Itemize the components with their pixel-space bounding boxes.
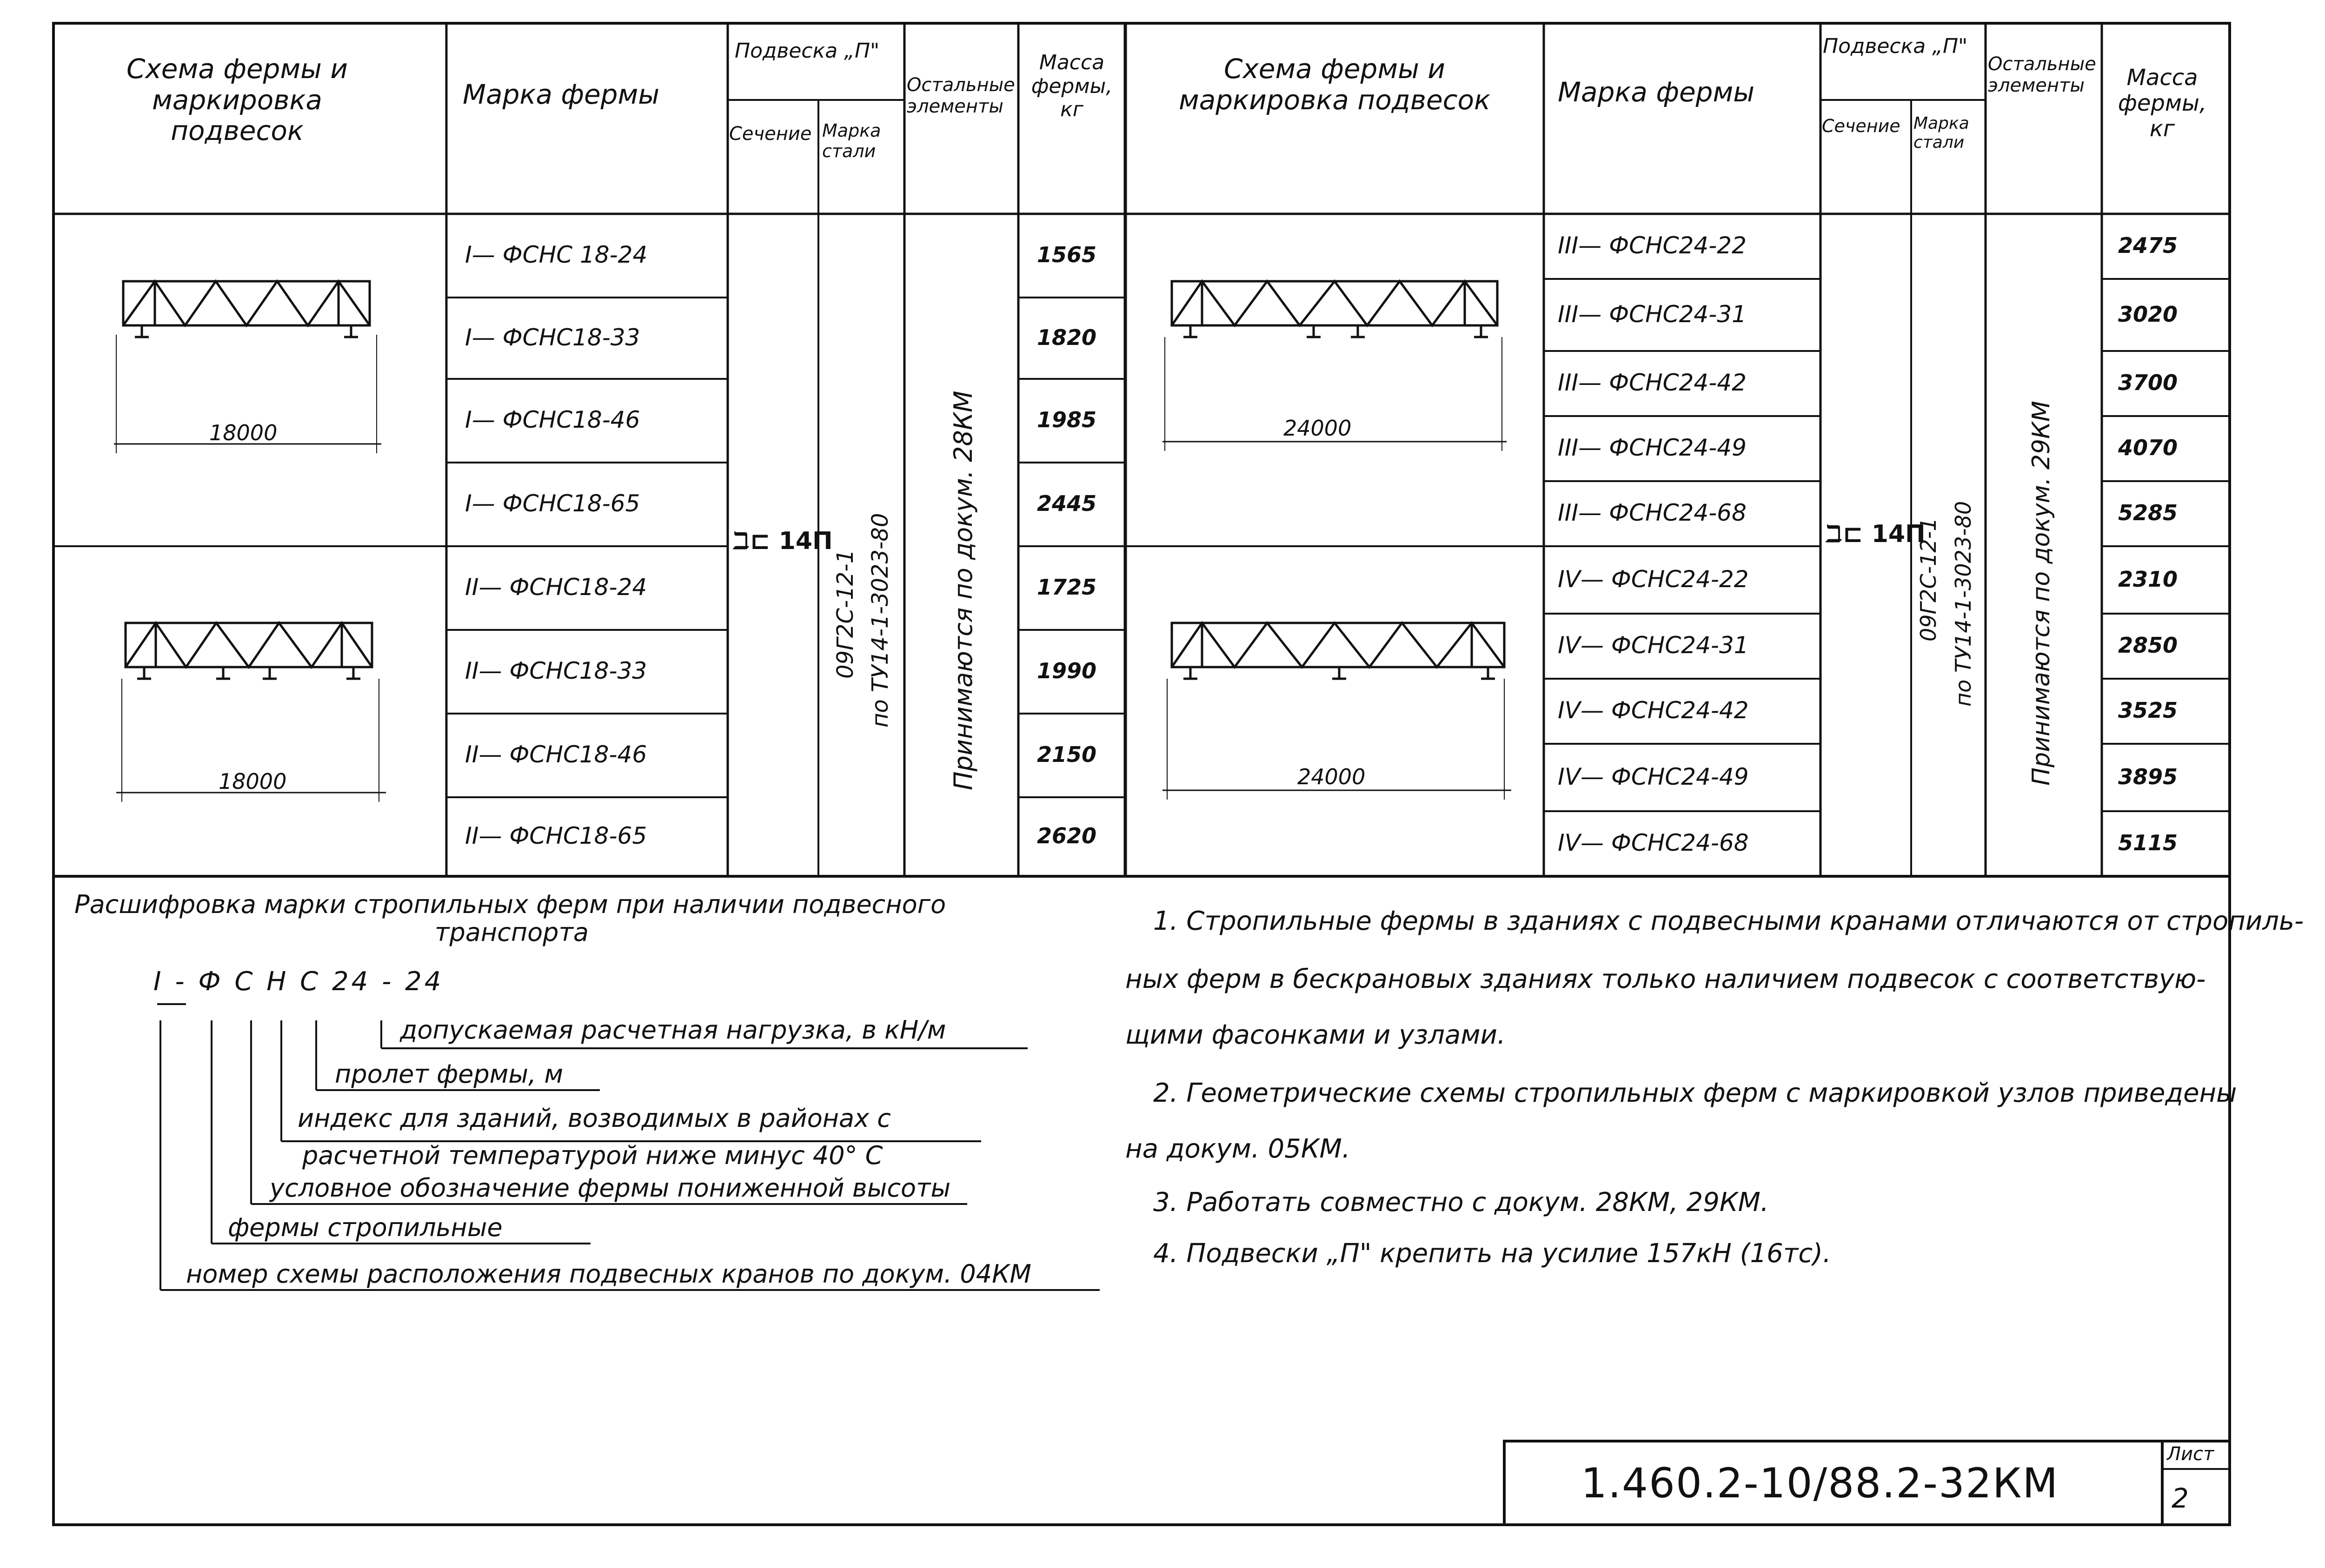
truss-mass: 1990 xyxy=(1037,658,1097,683)
note-2-line-1: 2. Геометрические схемы стропильных ферм с маркировкой узлов приведены xyxy=(1153,1078,2237,1108)
truss-mark: III— ФСНС24-42 xyxy=(1558,369,1747,396)
truss-mark: IV— ФСНС24-42 xyxy=(1558,697,1749,724)
legend-item-index: индекс для зданий, возводимых в районах с xyxy=(298,1104,891,1133)
header-section-right: Сечение xyxy=(1822,116,1900,136)
truss-mass: 5285 xyxy=(2118,500,2178,525)
truss-mark: IV— ФСНС24-31 xyxy=(1558,632,1749,659)
truss-mass: 1985 xyxy=(1037,407,1097,432)
legend-item-low-height: условное обозначение фермы пониженной высоты xyxy=(270,1173,951,1203)
steel-value-left-2: по ТУ14-1-3023-80 xyxy=(867,513,893,728)
other-value-right: Принимаются по докум. 29КМ xyxy=(2027,401,2055,786)
header-scheme-left: Схема фермы и маркировка подвесок xyxy=(126,53,348,147)
note-1-line-1: 1. Стропильные фермы в зданиях с подвесными кранами отличаются от стропиль- xyxy=(1153,906,2304,936)
truss-mark: III— ФСНС24-49 xyxy=(1558,434,1747,461)
legend-item-load: допускаемая расчетная нагрузка, в кН/м xyxy=(400,1015,946,1045)
truss-mark: III— ФСНС24-68 xyxy=(1558,499,1747,526)
legend-title-2: транспорта xyxy=(435,918,589,947)
steel-value-right-1: 09Г2С-12-1 xyxy=(1916,517,1941,642)
legend-item-span: пролет фермы, м xyxy=(335,1059,564,1089)
truss-mass: 1820 xyxy=(1037,324,1097,350)
note-3: 3. Работать совместно с докум. 28КМ, 29КМ. xyxy=(1153,1187,1769,1217)
truss-mark: I— ФСНС18-33 xyxy=(465,324,640,351)
truss-mark: III— ФСНС24-22 xyxy=(1558,232,1747,259)
note-1-line-2: ных ферм в бескрановых зданиях только наличием подвесок с соответствую- xyxy=(1125,964,2206,994)
truss-mark: IV— ФСНС24-68 xyxy=(1558,829,1749,856)
span-label-3: 24000 xyxy=(1283,416,1352,441)
header-scheme-right: Схема фермы и маркировка подвесок xyxy=(1178,53,1491,116)
truss-mass: 2445 xyxy=(1037,491,1097,516)
span-label-1: 18000 xyxy=(209,420,278,445)
legend-item-rafter: фермы стропильные xyxy=(228,1213,503,1242)
truss-mass: 5115 xyxy=(2118,830,2178,855)
truss-mark: IV— ФСНС24-49 xyxy=(1558,763,1749,790)
truss-mass: 4070 xyxy=(2118,435,2178,460)
header-suspension-right: Подвеска „П" xyxy=(1823,34,1968,58)
section-value-right: ℶ⊏ 14П xyxy=(1825,520,1926,548)
note-1-line-3: щими фасонками и узлами. xyxy=(1125,1020,1506,1050)
truss-mass: 1565 xyxy=(1037,242,1097,267)
truss-mass: 3020 xyxy=(2118,301,2178,327)
document-code: 1.460.2-10/88.2-32КМ xyxy=(1581,1459,2059,1507)
legend-item-temperature: расчетной температурой ниже минус 40° С xyxy=(302,1141,883,1170)
steel-value-right-2: по ТУ14-1-3023-80 xyxy=(1951,501,1976,707)
truss-mass: 2310 xyxy=(2118,566,2178,592)
truss-mark: II— ФСНС18-24 xyxy=(465,574,647,601)
section-value-left: ℶ⊏ 14П xyxy=(732,527,833,555)
sheet-label: Лист xyxy=(2167,1443,2214,1465)
truss-mass: 2850 xyxy=(2118,633,2178,658)
truss-mark: II— ФСНС18-33 xyxy=(465,657,647,684)
truss-mark: II— ФСНС18-46 xyxy=(465,741,647,768)
header-other-right: Остальные элементы xyxy=(1988,53,2096,96)
truss-mark: I— ФСНС18-65 xyxy=(465,490,640,517)
truss-mass: 3700 xyxy=(2118,370,2178,395)
header-mark-left: Марка фермы xyxy=(463,79,660,110)
note-4: 4. Подвески „П" крепить на усилие 157кН (16тс). xyxy=(1153,1238,1831,1269)
header-mass-left: Масса фермы, кг xyxy=(1031,51,1113,122)
note-2-line-2: на докум. 05КМ. xyxy=(1125,1134,1350,1164)
truss-mass: 2150 xyxy=(1037,742,1097,767)
legend-code: I - Ф С Н С 24 - 24 xyxy=(153,966,444,997)
legend-item-scheme-number: номер схемы расположения подвесных кранов по докум. 04КМ xyxy=(186,1259,1031,1289)
truss-mark: I— ФСНС18-46 xyxy=(465,406,640,433)
truss-mark: I— ФСНС 18-24 xyxy=(465,241,648,268)
span-label-2: 18000 xyxy=(219,769,287,794)
steel-value-left-1: 09Г2С-12-1 xyxy=(832,549,858,679)
legend-title-1: Расшифровка марки стропильных ферм при наличии подвесного xyxy=(74,890,946,919)
truss-mark: II— ФСНС18-65 xyxy=(465,822,647,849)
truss-mass: 3525 xyxy=(2118,698,2178,723)
header-steel-right: Марка стали xyxy=(1913,114,1969,152)
header-steel-left: Марка стали xyxy=(822,120,881,161)
header-suspension-left: Подвеска „П" xyxy=(735,39,880,63)
span-label-4: 24000 xyxy=(1297,764,1366,789)
truss-mark: IV— ФСНС24-22 xyxy=(1558,565,1749,593)
truss-mass: 2620 xyxy=(1037,823,1097,848)
header-other-left: Остальные элементы xyxy=(907,74,1015,117)
truss-mass: 1725 xyxy=(1037,575,1097,600)
header-mass-right: Масса фермы, кг xyxy=(2118,65,2207,142)
truss-mark: III— ФСНС24-31 xyxy=(1558,300,1747,328)
truss-mass: 2475 xyxy=(2118,233,2178,258)
other-value-left: Принимаются по докум. 28КМ xyxy=(949,390,978,790)
header-mark-right: Марка фермы xyxy=(1558,76,1755,108)
header-section-left: Сечение xyxy=(729,123,812,145)
sheet-number: 2 xyxy=(2172,1482,2189,1514)
truss-mass: 3895 xyxy=(2118,764,2178,789)
